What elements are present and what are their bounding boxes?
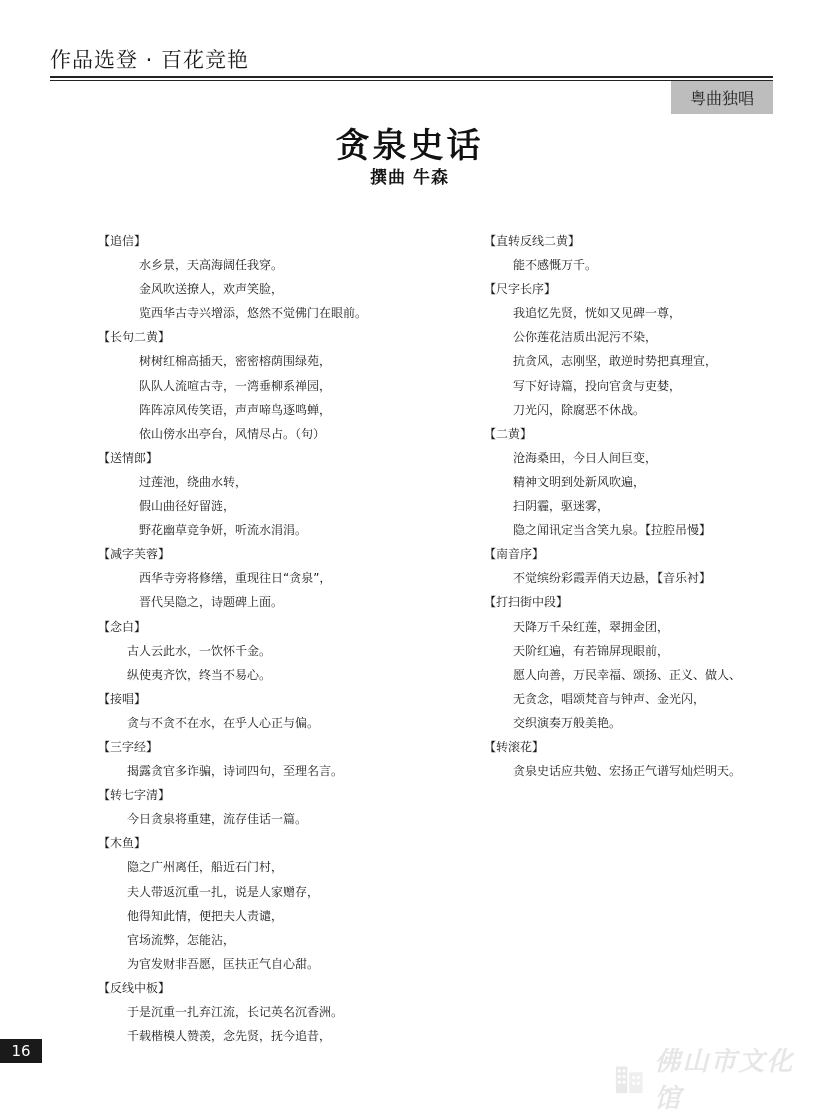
section-heading: 【木鱼】: [98, 836, 147, 851]
lyric-line: 晋代吴隐之，诗题碑上面。: [139, 595, 284, 610]
lyric-line: 无贪念，唱颂梵音与钟声、金光闪，: [513, 691, 706, 706]
lyric-line: 沧海桑田，今日人间巨变，: [513, 450, 658, 465]
lyrics-left-column: [98, 229, 468, 1048]
section-heading: 【接唱】: [98, 691, 147, 706]
lyric-line: 野花幽草竞争妍，听流水涓涓。: [139, 523, 308, 538]
lyric-line: 为官发财非吾愿，匡扶正气自心甜。: [127, 956, 320, 971]
lyrics-right-column: [484, 229, 784, 783]
lyric-line: 天降万千朵红莲，翠拥金团，: [513, 619, 670, 634]
lyric-line: 揭露贪官多诈骗，诗词四句，至理名言。: [127, 764, 344, 779]
lyric-line: 水乡景，天高海阔任我穿。: [139, 258, 284, 273]
lyric-line: 贪泉史话应共勉、宏扬正气谱写灿烂明天。: [513, 764, 742, 779]
lyric-line: 隐之广州离任，船近石门村，: [127, 860, 284, 875]
section-heading: 【直转反线二黄】: [484, 234, 581, 248]
watermark-text: 佛山市文化馆: [654, 1047, 795, 1114]
header-title: 作品选登 · 百花竞艳: [50, 48, 250, 72]
lyric-line: 金风吹送撩人，欢声笑脸，: [139, 282, 284, 297]
section-heading: 【长句二黄】: [98, 330, 171, 345]
genre-tag: 粤曲独唱: [671, 81, 773, 114]
lyric-line: 能不感慨万千。: [513, 258, 598, 273]
lyric-line: 愿人向善，万民幸福、颂扬、正义、做人、: [513, 667, 742, 682]
section-heading: 【念白】: [98, 619, 147, 634]
page-number: 16: [0, 1039, 42, 1063]
section-heading: 【二黄】: [484, 426, 533, 441]
lyric-line: 夫人带返沉重一扎，说是人家赠存，: [127, 884, 320, 899]
song-author: 撰曲 牛森: [370, 168, 449, 188]
section-heading: 【打扫街中段】: [484, 595, 569, 610]
section-heading: 【三字经】: [98, 739, 159, 754]
song-title: 贪泉史话: [335, 126, 484, 166]
lyric-line: 于是沉重一扎弃江流，长记英名沉香洲。: [127, 1005, 344, 1019]
lyric-line: 我追忆先贤，恍如又见碑一尊，: [513, 306, 682, 321]
lyric-line: 天阶红遍，有若锦屏现眼前，: [513, 643, 670, 658]
lyric-line: 过莲池，绕曲水转，: [139, 474, 248, 489]
lyric-line: 写下好诗篇，投向官贪与吏婪，: [513, 378, 682, 393]
lyric-line: 假山曲径好留涟，: [139, 499, 236, 514]
lyric-line: 不觉缤纷彩霞弄俏天边悬，【音乐衬】: [513, 571, 712, 586]
section-heading: 【送情郎】: [98, 450, 159, 465]
lyric-line: 千载楷模人赞羡，念先贤，抚今追昔，: [127, 1029, 332, 1044]
lyric-line: 抗贪风，志刚坚，敢逆时势把真理宣，: [513, 354, 718, 369]
section-heading: 【转滚花】: [484, 739, 545, 754]
section-heading: 【追信】: [98, 234, 147, 248]
lyric-line: 贪与不贪不在水，在乎人心正与偏。: [127, 715, 320, 730]
lyric-line: 官场流弊，怎能沾，: [127, 932, 236, 947]
lyric-line: 刀光闪，除腐恶不休战。: [513, 402, 646, 417]
lyric-line: 精神文明到处新风吹遍，: [513, 474, 646, 489]
section-heading: 【反线中板】: [98, 980, 171, 995]
lyric-line: 今日贪泉将重建，流存佳话一篇。: [127, 812, 308, 827]
lyric-line: 公你莲花洁质出泥污不染，: [513, 330, 658, 345]
lyric-line: 览西华古寺兴增添，悠然不觉佛门在眼前。: [139, 306, 368, 321]
watermark: [614, 1047, 814, 1114]
lyric-line: 西华寺旁将修缮，重现往日“贪泉”，: [139, 571, 332, 586]
section-heading: 【尺字长序】: [484, 282, 557, 297]
building-icon: [614, 1060, 646, 1096]
lyric-line: 古人云此水，一饮怀千金。: [127, 643, 272, 658]
lyric-line: 纵使夷齐饮，终当不易心。: [127, 667, 272, 682]
section-heading: 【转七字清】: [98, 788, 171, 803]
lyric-line: 他得知此情，便把夫人责谴，: [127, 908, 284, 923]
section-heading: 【南音序】: [484, 547, 545, 562]
lyric-line: 阵阵凉风传笑语，声声啼鸟逐鸣蝉，: [139, 402, 332, 417]
lyric-line: 依山傍水出亭台，风情尽占。（句）: [139, 426, 326, 441]
lyric-line: 队队人流喧古寺，一湾垂柳系禅园，: [139, 378, 332, 393]
lyric-line: 树树红棉高插天，密密榕荫围绿苑，: [139, 354, 332, 369]
lyric-line: 交织演奏万般美艳。: [513, 715, 622, 730]
header-rule: [50, 76, 773, 78]
lyric-line: 隐之闻讯定当含笑九泉。【拉腔吊慢】: [513, 523, 712, 538]
lyric-line: 扫阴霾，驱迷雾，: [513, 499, 610, 514]
header-rule-thin: [50, 80, 773, 81]
section-heading: 【减字芙蓉】: [98, 547, 171, 562]
